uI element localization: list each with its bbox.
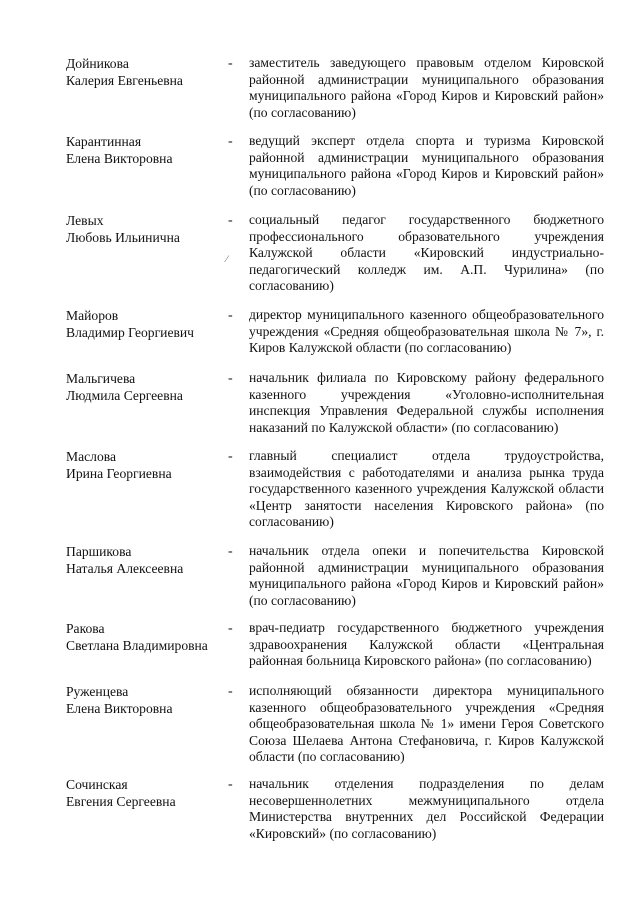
- member-position: социальный педагог государственного бюджетного профессионального образовательного учреждения Калужской области «Кировский индустриально-педагогический колледж им. А.П. Чурилина» (по согласованию): [249, 212, 604, 294]
- member-given-names: Елена Викторовна: [66, 701, 173, 716]
- pen-mark: ⁄: [226, 254, 228, 264]
- member-surname: Сочинская: [66, 777, 128, 792]
- member-position: директор муниципального казенного общеобразовательного учреждения «Средняя общеобразовательная школа № 7», г. Киров Калужской области (по согласованию): [249, 307, 604, 356]
- member-given-names: Владимир Георгиевич: [66, 325, 195, 340]
- member-name: [66, 543, 216, 577]
- member-given-names: Евгения Сергеевна: [66, 794, 176, 809]
- member-given-names: Калерия Евгеньевна: [66, 73, 183, 88]
- dash-separator: -: [228, 777, 233, 792]
- member-position: врач-педиатр государственного бюджетного учреждения здравоохранения Калужской области «Центральная районная больница Кировского района» (по согласованию): [249, 620, 604, 669]
- dash-separator: -: [228, 684, 233, 699]
- dash-separator: -: [228, 56, 233, 71]
- member-surname: Майоров: [66, 308, 119, 323]
- member-name: [66, 133, 216, 167]
- member-surname: Руженцева: [66, 684, 129, 699]
- member-position: исполняющий обязанности директора муниципального казенного общеобразовательного учреждения «Средняя общеобразовательная школа № 1» имени Героя Советского Союза Шелаева Антона Стефановича, г. Киров Калужской области (по согласованию): [249, 683, 604, 765]
- member-name: [66, 776, 216, 810]
- member-given-names: Ирина Георгиевна: [66, 466, 172, 481]
- dash-separator: -: [228, 213, 233, 228]
- member-position: заместитель заведующего правовым отделом Кировской районной администрации муниципального образования муниципального района «Город Киров и Кировский район» (по согласованию): [249, 55, 604, 120]
- member-surname: Левых: [66, 213, 104, 228]
- member-given-names: Людмила Сергеевна: [66, 388, 183, 403]
- member-given-names: Любовь Ильинична: [66, 230, 180, 245]
- member-surname: Мальгичева: [66, 371, 136, 386]
- member-surname: Дойникова: [66, 56, 129, 71]
- member-name: [66, 55, 216, 89]
- dash-separator: -: [228, 621, 233, 636]
- member-position: начальник филиала по Кировскому району федерального казенного учреждения «Уголовно-исполнительная инспекция Управления Федеральной службы исполнения наказаний по Калужской области» (по согласованию): [249, 370, 604, 435]
- member-position: начальник отдела опеки и попечительства Кировской районной администрации муниципального образования муниципального района «Город Киров и Кировский район» (по согласованию): [249, 543, 604, 608]
- member-surname: Ракова: [66, 621, 105, 636]
- dash-separator: -: [228, 134, 233, 149]
- member-surname: Карантинная: [66, 134, 142, 149]
- dash-separator: -: [228, 371, 233, 386]
- dash-separator: -: [228, 544, 233, 559]
- member-position: главный специалист отдела трудоустройства, взаимодействия с работодателями и анализа рынка труда государственного казенного учреждения Калужской области «Центр занятости населения Кировского района» (по согласованию): [249, 448, 604, 530]
- member-position: ведущий эксперт отдела спорта и туризма Кировской районной администрации муниципального образования муниципального района «Город Киров и Кировский район» (по согласованию): [249, 133, 604, 198]
- member-given-names: Елена Викторовна: [66, 151, 173, 166]
- member-name: [66, 212, 216, 246]
- member-name: [66, 370, 216, 404]
- member-given-names: Наталья Алексеевна: [66, 561, 184, 576]
- member-position: начальник отделения подразделения по делам несовершеннолетних межмуниципального отдела Министерства внутренних дел Российской Федерации «Кировский» (по согласованию): [249, 776, 604, 841]
- member-surname: Маслова: [66, 449, 117, 464]
- member-name: [66, 448, 216, 482]
- member-name: [66, 620, 216, 654]
- dash-separator: -: [228, 449, 233, 464]
- member-name: [66, 683, 216, 717]
- member-name: [66, 307, 216, 341]
- member-surname: Паршикова: [66, 544, 132, 559]
- member-given-names: Светлана Владимировна: [66, 638, 208, 653]
- dash-separator: -: [228, 308, 233, 323]
